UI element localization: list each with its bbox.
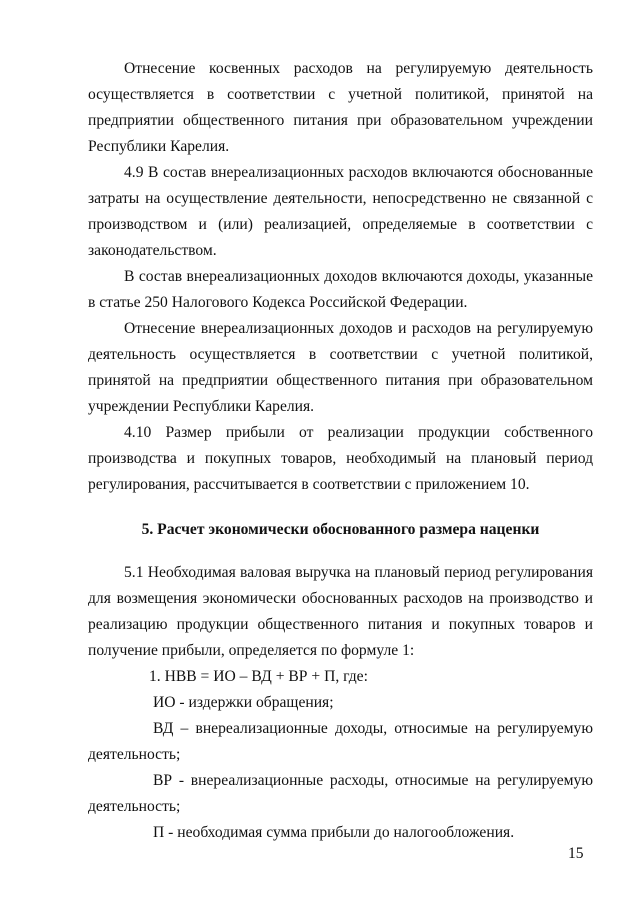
definition-vd: ВД – внереализационные доходы, относимые на регулируемую деятельность; — [88, 720, 593, 763]
formula: 1. НВВ = ИО – ВД + ВР + П, где: — [149, 668, 368, 685]
paragraph-non-operating-allocation: Отнесение внереализационных доходов и расходов на регулируемую деятельность осуществляется в соответствии с учетной политикой, принятой на предприятии общественного питания при образовательном учреждении Республики Карелия. — [88, 320, 593, 415]
paragraph-5-1: 5.1 Необходимая валовая выручка на плановый период регулирования для возмещения экономически обоснованных расходов на производство и реализацию продукции общественного питания и покупных товаров и получение прибыли, определяется по формуле 1: — [88, 564, 593, 659]
definition-vr: ВР - внереализационные расходы, относимые на регулируемую деятельность; — [88, 772, 593, 815]
paragraph-indirect-costs: Отнесение косвенных расходов на регулируемую деятельность осуществляется в соответствии с учетной политикой, принятой на предприятии общественного питания при образовательном учреждении Республики Карелия. — [88, 60, 593, 155]
paragraph-4-9: 4.9 В состав внереализационных расходов включаются обоснованные затраты на осуществление деятельности, непосредственно не связанной с производством и (или) реализацией, определяемые в соответствии с законодательством. — [88, 164, 593, 259]
section-heading: 5. Расчет экономически обоснованного размера наценки — [141, 521, 540, 538]
paragraph-4-10: 4.10 Размер прибыли от реализации продукции собственного производства и покупных товаров, необходимый на плановый период регулирования, рассчитывается в соответствии с приложением 10. — [88, 424, 593, 493]
page-number: 15 — [568, 845, 584, 862]
definition-p: П - необходимая сумма прибыли до налогообложения. — [153, 824, 515, 841]
paragraph-non-operating-income: В состав внереализационных доходов включаются доходы, указанные в статье 250 Налогового Кодекса Российской Федерации. — [88, 268, 593, 311]
definition-io: ИО - издержки обращения; — [153, 694, 334, 711]
